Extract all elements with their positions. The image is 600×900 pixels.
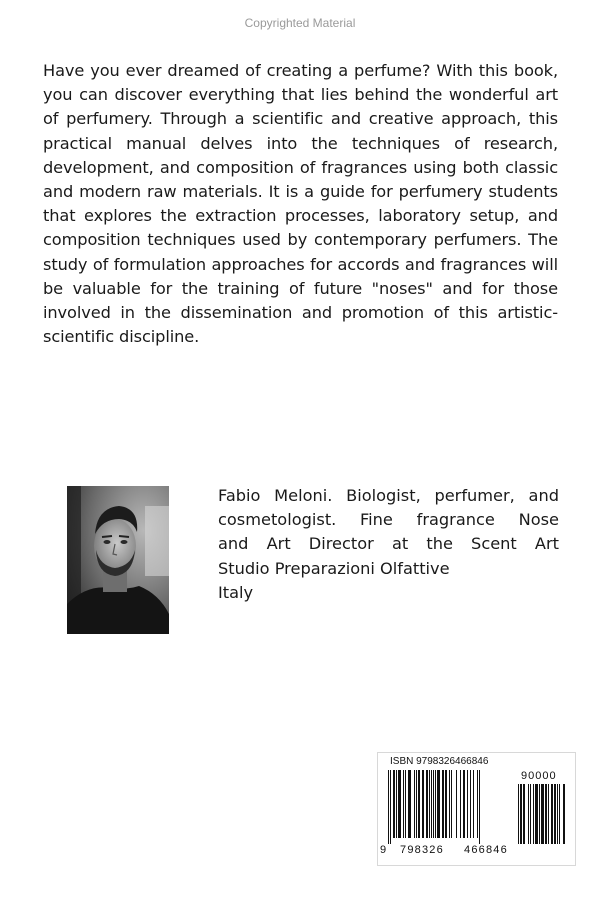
back-cover-blurb: Have you ever dreamed of creating a perfume? With this book, you can discover everything that lies behind the wonderful art of perfumery. Through a scientific and creative approach, this practical manual delves into the techniques of research, development, and composition of fragrances using both classic and modern raw materials. It is a guide for perfumery students that explores the extraction processes, laboratory setup, and composition techniques used by contemporary perfumers. The study of formulation approaches for accords and fragrances will be valuable for the training of future "noses" and for those involved in the dissemination and promotion of this artistic-scientific discipline.: [43, 61, 558, 347]
barcode-bar: [408, 770, 411, 838]
barcode-bar: [390, 770, 391, 844]
isbn-barcode: [377, 752, 576, 866]
author-bio-line: Italy: [218, 582, 254, 602]
barcode-bar: [403, 770, 404, 838]
barcode-bar: [473, 770, 474, 838]
barcode-bar: [548, 784, 549, 844]
barcode-bar: [545, 784, 547, 844]
barcode-bar: [533, 784, 534, 844]
barcode-bar: [445, 770, 447, 838]
author-bio: [218, 484, 559, 605]
barcode-bar: [460, 770, 461, 838]
barcode-bar: [416, 770, 417, 838]
barcode-bar: [398, 770, 401, 838]
barcode-right-digits: 466846: [464, 844, 508, 856]
barcode-bar: [422, 770, 424, 838]
barcode-bar: [479, 770, 480, 844]
author-bio-line: Studio Preparazioni Olfattive: [218, 558, 450, 578]
barcode-bar: [463, 770, 465, 838]
barcode-bar: [451, 770, 452, 838]
barcode-bar: [437, 770, 440, 838]
barcode-bar: [393, 770, 395, 838]
barcode-bar: [470, 770, 471, 838]
watermark-top: Copyrighted Material: [244, 16, 356, 30]
isbn-label: ISBN 9798326466846: [390, 756, 489, 767]
author-photo: [67, 486, 169, 634]
barcode-bar: [426, 770, 428, 838]
barcode-bar: [551, 784, 553, 844]
barcode-bar: [435, 770, 436, 838]
barcode-bar: [539, 784, 540, 844]
barcode-bar: [518, 784, 519, 844]
barcode-bar: [456, 770, 457, 838]
barcode-addon-digits: 90000: [521, 770, 557, 782]
barcode-bar: [388, 770, 389, 844]
barcode-bar: [429, 770, 430, 838]
barcode-bar: [530, 784, 531, 844]
barcode-bar: [523, 784, 525, 844]
barcode-lead-digit: 9: [380, 844, 387, 856]
barcode-bar: [554, 784, 556, 844]
author-bio-line: and Art Director at the Scent Art: [218, 534, 559, 554]
barcode-bar: [563, 784, 565, 844]
barcode-bar: [418, 770, 420, 838]
barcode-bar: [541, 784, 544, 844]
author-bio-line: cosmetologist. Fine fragrance Nose: [218, 510, 559, 530]
ean13-barcode-bars: [388, 770, 512, 844]
barcode-bar: [557, 784, 558, 844]
barcode-bar: [396, 770, 397, 838]
barcode-bar: [520, 784, 522, 844]
barcode-bar: [477, 770, 478, 838]
barcode-bar: [559, 784, 560, 844]
barcode-bar: [431, 770, 432, 838]
barcode-left-digits: 798326: [400, 844, 444, 856]
addon-barcode-bars: [518, 784, 570, 854]
barcode-bar: [528, 784, 529, 844]
barcode-bar: [535, 784, 538, 844]
barcode-bar: [442, 770, 444, 838]
barcode-bar: [405, 770, 406, 838]
barcode-bar: [467, 770, 468, 838]
author-portrait-image: [67, 486, 169, 634]
barcode-bar: [449, 770, 450, 838]
author-bio-line: Fabio Meloni. Biologist, perfumer, and: [218, 486, 559, 505]
barcode-bar: [433, 770, 434, 838]
barcode-bar: [414, 770, 415, 838]
